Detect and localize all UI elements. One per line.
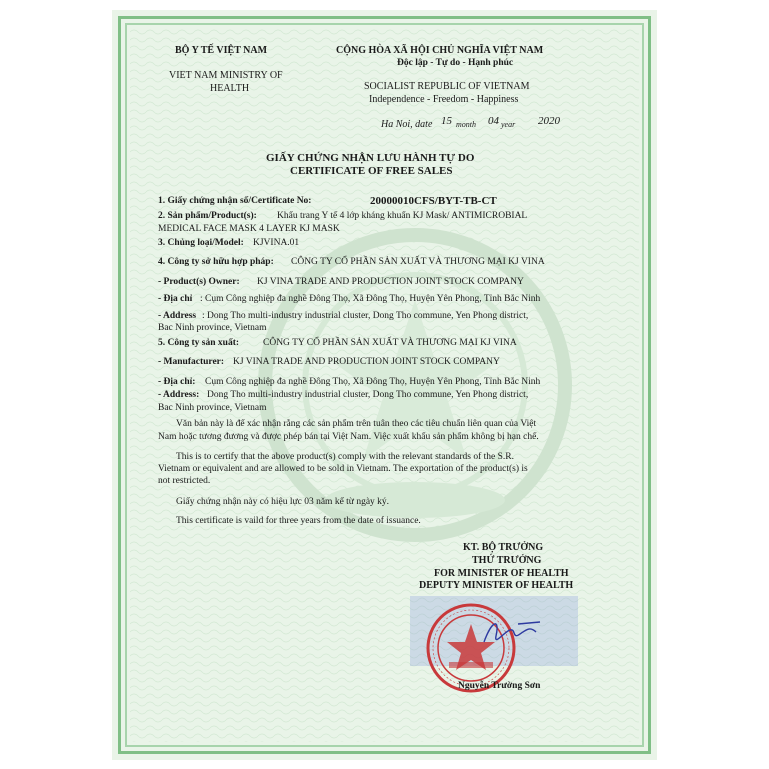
- ministry-name-vi: BỘ Y TẾ VIỆT NAM: [175, 45, 268, 56]
- vi-paragraph-line2: Nam hoặc tương đương và được phép bán tại Việt Nam. Việc xuất khẩu sản phẩm không bị hạn chế.: [158, 432, 539, 442]
- owner-en-value: KJ VINA TRADE AND PRODUCTION JOINT STOCK COMPANY: [257, 277, 524, 287]
- manufacturer-en-label: - Manufacturer:: [158, 357, 225, 367]
- address2-vi-label: - Địa chỉ:: [158, 377, 196, 387]
- republic-name-vi: CỘNG HÒA XÃ HỘI CHỦ NGHĨA VIỆT NAM: [336, 45, 544, 56]
- cert-no-value: 20000010CFS/BYT-TB-CT: [370, 195, 497, 207]
- address2-en-value-line2: Bac Ninh province, Vietnam: [158, 403, 267, 413]
- date-day: 15: [441, 115, 452, 127]
- product-label: 2. Sản phẩm/Product(s):: [158, 211, 257, 221]
- product-value-line2: MEDICAL FACE MASK 4 LAYER KJ MASK: [158, 224, 340, 234]
- address2-vi-value: Cụm Công nghiệp đa nghề Đông Thọ, Xã Đông Thọ, Huyện Yên Phong, Tỉnh Bắc Ninh: [205, 377, 541, 387]
- en-paragraph-line3: not restricted.: [158, 476, 211, 486]
- date-year-label: year: [501, 120, 516, 129]
- address1-en-value-line1: : Dong Tho multi-industry industrial cluster, Dong Tho commune, Yen Phong district,: [202, 311, 529, 321]
- address1-vi-value: : Cụm Công nghiệp đa nghề Đông Thọ, Xã Đông Thọ, Huyện Yên Phong, Tỉnh Bắc Ninh: [200, 294, 541, 304]
- date-month-label: month: [456, 120, 476, 129]
- signer-name: Nguyễn Trường Sơn: [458, 681, 541, 691]
- ministry-name-en-line1: VIET NAM MINISTRY OF: [169, 70, 283, 81]
- validity-en: This certificate is vaild for three years from the date of issuance.: [176, 516, 421, 526]
- signature-title-line4: DEPUTY MINISTER OF HEALTH: [419, 580, 574, 591]
- signature-title-line1: KT. BỘ TRƯỞNG: [463, 542, 544, 553]
- model-value: KJVINA.01: [253, 238, 300, 248]
- en-paragraph-line1: This is to certify that the above product(s) comply with the relevant standards of the S.R.: [176, 452, 514, 462]
- model-label: 3. Chủng loại/Model:: [158, 238, 244, 248]
- signature-title-line2: THỨ TRƯỞNG: [472, 555, 542, 566]
- date-year: 2020: [538, 115, 560, 127]
- owner-vi-label: 4. Công ty sở hữu hợp pháp:: [158, 257, 274, 267]
- address2-en-value-line1: Dong Tho multi-industry industrial cluster, Dong Tho commune, Yen Phong district,: [207, 390, 529, 400]
- en-paragraph-line2: Vietnam or equivalent and are allowed to be sold in Vietnam. The exportation of the product(s) is: [158, 464, 528, 474]
- title-en: CERTIFICATE OF FREE SALES: [290, 165, 453, 177]
- manufacturer-vi-label: 5. Công ty sản xuất:: [158, 338, 240, 348]
- date-month: 04: [488, 115, 499, 127]
- address1-vi-label: - Địa chỉ: [158, 294, 193, 304]
- signature-title-line3: FOR MINISTER OF HEALTH: [434, 568, 569, 579]
- owner-vi-value: CÔNG TY CỔ PHẦN SẢN XUẤT VÀ THƯƠNG MẠI KJ VINA: [291, 257, 545, 267]
- motto-en: Independence - Freedom - Happiness: [369, 94, 519, 105]
- cert-no-label: 1. Giấy chứng nhận số/Certificate No:: [158, 196, 312, 206]
- manufacturer-en-value: KJ VINA TRADE AND PRODUCTION JOINT STOCK COMPANY: [233, 357, 500, 367]
- handwritten-signature: [478, 612, 548, 652]
- address1-en-label: - Address: [158, 311, 197, 321]
- motto-vi: Độc lập - Tự do - Hạnh phúc: [397, 58, 514, 68]
- address2-en-label: - Address:: [158, 390, 200, 400]
- product-value-line1: Khẩu trang Y tế 4 lớp kháng khuẩn KJ Mask/ ANTIMICROBIAL: [277, 211, 528, 221]
- ministry-name-en-line2: HEALTH: [210, 83, 250, 94]
- address1-en-value-line2: Bac Ninh province, Vietnam: [158, 323, 267, 333]
- date-prefix: Ha Noi, date: [381, 119, 433, 130]
- title-vi: GIẤY CHỨNG NHẬN LƯU HÀNH TỰ DO: [266, 152, 475, 164]
- manufacturer-vi-value: CÔNG TY CỔ PHẦN SẢN XUẤT VÀ THƯƠNG MẠI KJ VINA: [263, 338, 517, 348]
- validity-vi: Giấy chứng nhận này có hiệu lực 03 năm kể từ ngày ký.: [176, 497, 390, 507]
- republic-name-en: SOCIALIST REPUBLIC OF VIETNAM: [364, 81, 530, 92]
- owner-en-label: - Product(s) Owner:: [158, 277, 240, 287]
- vi-paragraph-line1: Văn bản này là để xác nhận rằng các sản phẩm trên tuân theo các tiêu chuẩn liên quan của Việt: [176, 419, 537, 429]
